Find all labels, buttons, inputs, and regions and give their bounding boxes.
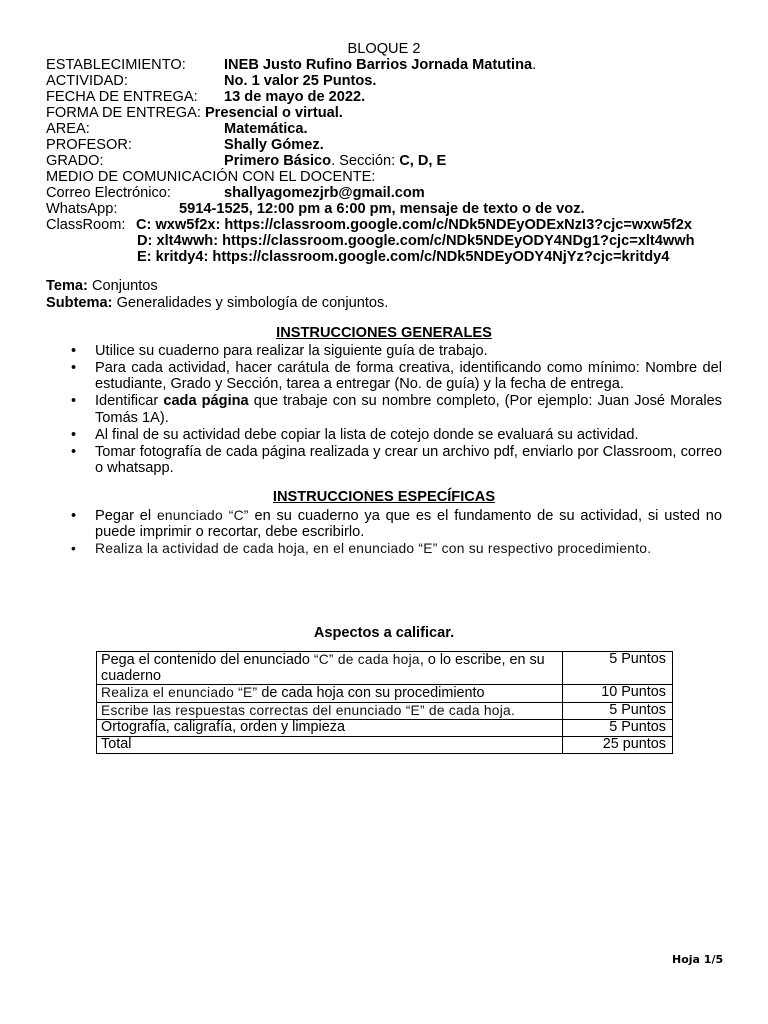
area-row	[46, 121, 746, 137]
specific-instructions-list	[46, 508, 722, 558]
general-instructions-title: INSTRUCCIONES GENERALES	[276, 325, 492, 341]
instruction-text: que trabaje con su nombre completo, (Por ejemplo: Juan José Morales Tomás 1A).	[95, 393, 722, 426]
table-row	[97, 685, 673, 703]
list-item	[46, 444, 722, 477]
points-cell: 5 Puntos	[563, 702, 673, 720]
grading-table	[96, 651, 673, 754]
points-cell: 5 Puntos	[563, 652, 673, 685]
medio-row	[46, 169, 746, 185]
profesor-label: PROFESOR:	[46, 137, 132, 153]
criterion-cell: Pega el contenido del enunciado “C” de cada hoja, o lo escribe, en su cuaderno	[97, 652, 563, 685]
list-item	[46, 343, 722, 359]
instruction-text: Identificar	[95, 393, 164, 410]
establecimiento-suffix: .	[532, 57, 537, 73]
tema-label: Tema:	[46, 278, 88, 294]
instruction-text: Para cada actividad, hacer carátula de forma creativa, identificando como mínimo: Nombre del estudiante, Grado y Sección, tarea a entregar (No. de guía) y la fecha de entrega.	[95, 359, 722, 393]
establecimiento-label: ESTABLECIMIENTO:	[46, 57, 186, 73]
instruction-text: Al final de su actividad debe copiar la lista de cotejo donde se evaluará su actividad.	[95, 426, 639, 443]
seccion-label: . Sección:	[331, 153, 396, 169]
seccion-value: C, D, E	[399, 153, 447, 169]
forma-label: FORMA DE ENTREGA:	[46, 105, 201, 121]
forma-row	[46, 105, 746, 121]
instruction-text: enunciado “C”	[156, 508, 249, 523]
classroom-link-e[interactable]: E: kritdy4: https://classroom.google.com/c/NDk5NDEyODY4NjYz?cjc=kritdy4	[137, 249, 670, 265]
actividad-row	[46, 73, 746, 89]
subtema-value: Generalidades y simbología de conjuntos.	[116, 295, 389, 311]
points-cell: 10 Puntos	[563, 685, 673, 703]
criterion-cell: Ortografía, caligrafía, orden y limpieza	[97, 720, 563, 737]
total-points-cell: 25 puntos	[563, 736, 673, 753]
classroom-row	[46, 217, 746, 233]
instruction-text: en su cuaderno ya que es el fundamento de su actividad, si usted no puede imprimir o recortar, debe escribirlo.	[95, 508, 722, 541]
specific-instructions-title: INSTRUCCIONES ESPECÍFICAS	[272, 489, 496, 505]
classroom-link-d[interactable]: D: xlt4wwh: https://classroom.google.com/c/NDk5NDEyODY4NDg1?cjc=xlt4wwh	[137, 233, 695, 249]
fecha-value: 13 de mayo de 2022.	[224, 89, 366, 105]
table-row	[97, 702, 673, 720]
instruction-text: Tomar fotografía de cada página realizada y crear un archivo pdf, enviarlo por Classroom, correo o whatsapp.	[95, 443, 722, 476]
area-label: AREA:	[46, 121, 90, 137]
classroom-row-d	[46, 233, 746, 249]
list-item	[46, 541, 722, 557]
correo-row	[46, 185, 746, 201]
profesor-value: Shally Gómez.	[224, 137, 324, 153]
forma-value: Presencial o virtual.	[204, 105, 343, 121]
list-item	[46, 360, 722, 393]
actividad-value: No. 1 valor 25 Puntos.	[224, 73, 377, 89]
criterion-cell: Escribe las respuestas correctas del enunciado “E” de cada hoja.	[97, 702, 563, 720]
grado-row	[46, 153, 746, 169]
header-info	[46, 57, 746, 265]
establecimiento-row	[46, 57, 746, 73]
grado-label: GRADO:	[46, 153, 104, 169]
establecimiento-value: INEB Justo Rufino Barrios Jornada Matutina	[224, 57, 533, 73]
medio-label: MEDIO DE COMUNICACIÓN CON EL DOCENTE:	[46, 169, 376, 185]
total-label-cell: Total	[97, 736, 563, 753]
area-value: Matemática.	[224, 121, 308, 137]
list-item	[46, 427, 722, 443]
instruction-text: Realiza la actividad de cada hoja, en el enunciado “E” con su respectivo procedimiento.	[95, 541, 652, 557]
table-row	[97, 720, 673, 737]
whatsapp-value: 5914-1525, 12:00 pm a 6:00 pm, mensaje de texto o de voz.	[179, 201, 585, 217]
points-cell: 5 Puntos	[563, 720, 673, 737]
table-row	[97, 652, 673, 685]
grado-value: Primero Básico	[224, 153, 332, 169]
whatsapp-label: WhatsApp:	[46, 201, 118, 217]
instruction-text: Pegar el	[95, 508, 157, 524]
classroom-label: ClassRoom:	[46, 217, 126, 233]
grading-title: Aspectos a calificar.	[313, 625, 455, 641]
general-instructions-list	[46, 343, 722, 477]
list-item	[46, 393, 722, 426]
actividad-label: ACTIVIDAD:	[46, 73, 128, 89]
block-title: BLOQUE 2	[347, 41, 421, 57]
topic-block	[46, 278, 388, 312]
correo-value[interactable]: shallyagomezjrb@gmail.com	[224, 185, 425, 201]
profesor-row	[46, 137, 746, 153]
page-number: Hoja 1/5	[672, 953, 724, 966]
classroom-row-e	[46, 249, 746, 265]
table-row	[97, 736, 673, 753]
classroom-link-c[interactable]: C: wxw5f2x: https://classroom.google.com/c/NDk5NDEyODExNzI3?cjc=wxw5f2x	[136, 217, 692, 233]
correo-label: Correo Electrónico:	[46, 185, 171, 201]
instruction-text: Utilice su cuaderno para realizar la siguiente guía de trabajo.	[95, 343, 488, 359]
subtema-label: Subtema:	[46, 295, 113, 311]
whatsapp-row	[46, 201, 746, 217]
instruction-emphasis: cada página	[163, 393, 249, 410]
tema-value: Conjuntos	[91, 278, 158, 294]
fecha-row	[46, 89, 746, 105]
fecha-label: FECHA DE ENTREGA:	[46, 89, 198, 105]
list-item	[46, 508, 722, 541]
criterion-cell: Realiza el enunciado “E” de cada hoja con su procedimiento	[97, 685, 563, 703]
